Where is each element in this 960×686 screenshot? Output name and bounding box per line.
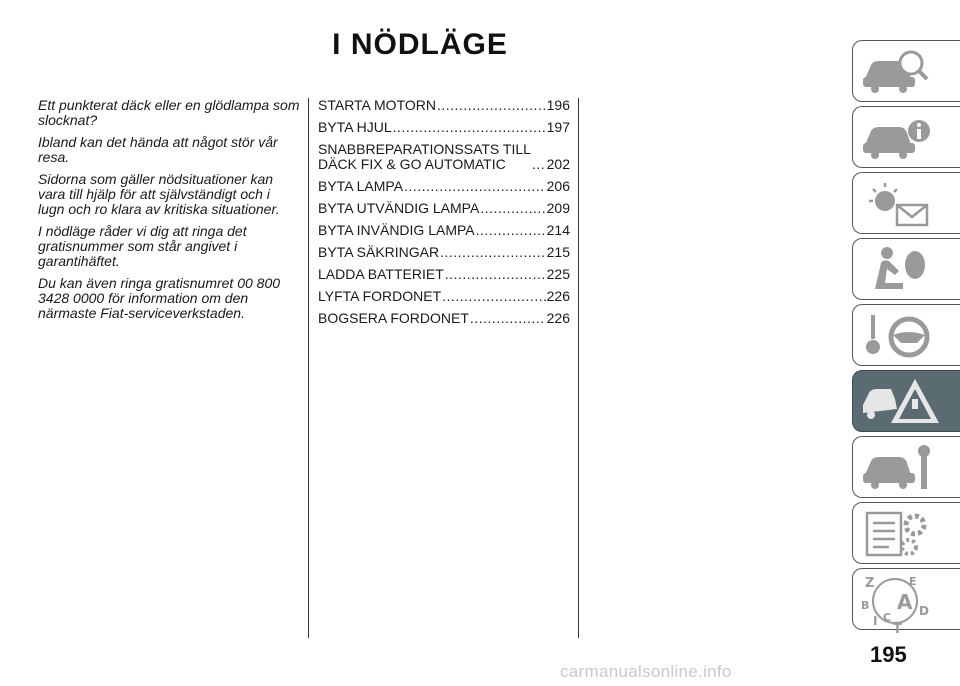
svg-text:A: A: [897, 590, 913, 614]
toc-entry-title: BYTA HJUL: [318, 119, 392, 135]
tab-seat-airbag[interactable]: [852, 238, 960, 300]
tab-car-search[interactable]: [852, 40, 960, 102]
toc-leader-dots: [393, 120, 546, 135]
toc-entry-ladda-batteriet[interactable]: [318, 267, 570, 282]
toc-entry-title: SNABBREPARATIONSSATS TILL DÄCK FIX & GO AUTOMATIC: [318, 141, 531, 172]
tab-alphabet-index[interactable]: [852, 568, 960, 633]
alphabet-index-icon: [859, 573, 939, 633]
svg-text:B: B: [861, 599, 870, 612]
toc-leader-dots: [437, 98, 546, 113]
toc-leader-dots: [470, 311, 546, 326]
toc-entry-title: BYTA INVÄNDIG LAMPA: [318, 222, 475, 238]
toc-entry-snabbreparationssats[interactable]: [318, 142, 570, 172]
toc-leader-dots: [404, 179, 546, 194]
seat-airbag-icon: [859, 243, 939, 295]
toc-entry-lyfta-fordonet[interactable]: [318, 289, 570, 304]
toc-entry-page: 206: [546, 178, 570, 194]
toc-entry-page: 202: [546, 156, 570, 172]
tab-key-steering[interactable]: [852, 304, 960, 366]
toc-entry-starta-motorn[interactable]: [318, 98, 570, 113]
toc-entry-byta-utvandig-lampa[interactable]: [318, 201, 570, 216]
toc-entry-title: BYTA UTVÄNDIG LAMPA: [318, 200, 480, 216]
light-envelope-icon: [859, 177, 939, 229]
toc-entry-title: BYTA SÄKRINGAR: [318, 244, 440, 260]
intro-paragraph: Ett punkterat däck eller en glödlampa som slocknat?: [38, 97, 300, 128]
svg-text:D: D: [919, 604, 929, 618]
tab-car-warning[interactable]: [852, 370, 960, 432]
watermark: carmanualsonline.info: [560, 662, 732, 681]
toc-entry-byta-hjul[interactable]: [318, 120, 570, 135]
intro-paragraph: Ibland kan det hända att något stör vår resa.: [38, 134, 278, 165]
toc-entry-page: 225: [546, 266, 570, 282]
toc-entry-page: 197: [546, 119, 570, 135]
tab-light-envelope[interactable]: [852, 172, 960, 234]
toc-entry-title: BOGSERA FORDONET: [318, 310, 469, 326]
toc-entry-title: LYFTA FORDONET: [318, 288, 442, 304]
toc-entry-byta-lampa[interactable]: [318, 179, 570, 194]
column-divider: [578, 98, 579, 638]
tab-car-info[interactable]: [852, 106, 960, 168]
intro-text: [38, 98, 300, 328]
toc-entry-title: BYTA LAMPA: [318, 178, 404, 194]
svg-text:I: I: [873, 614, 878, 628]
toc-leader-dots: [440, 245, 546, 260]
svg-text:C: C: [883, 611, 892, 624]
toc-entry-byta-sakringar[interactable]: [318, 245, 570, 260]
toc-leader-dots: [442, 289, 545, 304]
toc-entry-page: 209: [546, 200, 570, 216]
toc-entry-title: STARTA MOTORN: [318, 97, 436, 113]
toc-leader-dots: [480, 201, 545, 216]
list-gears-icon: [859, 507, 939, 559]
svg-text:E: E: [909, 575, 917, 588]
table-of-contents: [318, 98, 570, 333]
toc-entry-page: 226: [546, 310, 570, 326]
toc-entry-title: LADDA BATTERIET: [318, 266, 444, 282]
tab-list-gears[interactable]: [852, 502, 960, 564]
svg-text:Z: Z: [865, 576, 875, 591]
toc-leader-dots: [532, 157, 546, 172]
tab-car-wrench[interactable]: [852, 436, 960, 498]
intro-paragraph: I nödläge råder vi dig att ringa det gratisnummer som står angivet i garantihäftet.: [38, 223, 247, 269]
intro-paragraph: Sidorna som gäller nödsituationer kan vara till hjälp för att självständigt och i lugn och ro klara av kritiska situationer.: [38, 171, 280, 217]
page-number: 195: [870, 642, 907, 667]
toc-entry-page: 226: [546, 288, 570, 304]
car-wrench-icon: [859, 441, 939, 493]
column-divider: [308, 98, 309, 638]
toc-entry-byta-invandig-lampa[interactable]: [318, 223, 570, 238]
page-title: I NÖDLÄGE: [332, 28, 508, 61]
toc-entry-page: 215: [546, 244, 570, 260]
toc-leader-dots: [476, 223, 546, 238]
car-info-icon: [859, 111, 939, 163]
toc-entry-page: 196: [546, 97, 570, 113]
car-warning-triangle-icon: [859, 375, 939, 427]
toc-leader-dots: [445, 267, 546, 282]
toc-entry-page: 214: [546, 222, 570, 238]
svg-text:T: T: [893, 622, 902, 633]
key-steering-wheel-icon: [859, 309, 939, 361]
toc-entry-bogsera-fordonet[interactable]: [318, 311, 570, 326]
intro-paragraph: Du kan även ringa gratisnumret 00 800 3428 0000 för information om den närmaste Fiat-serviceverkstaden.: [38, 275, 281, 321]
car-search-icon: [859, 45, 939, 97]
